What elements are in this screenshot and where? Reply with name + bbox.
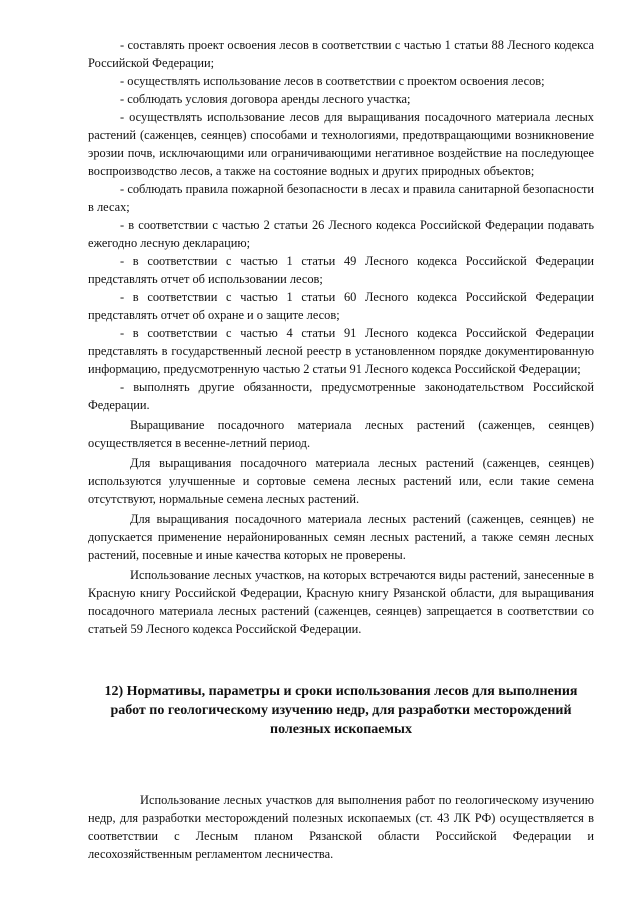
obligation-item: - соблюдать правила пожарной безопасности в лесах и правила санитарной безопасности в лесах;	[88, 182, 594, 214]
body-paragraph: Для выращивания посадочного материала лесных растений (саженцев, сеянцев) используются улучшенные и сортовые семена лесных растений или, если такие семена отсутствуют, нормальные семена лесных растений.	[88, 456, 594, 506]
body-paragraph: Для выращивания посадочного материала лесных растений (саженцев, сеянцев) не допускается применение нерайонированных семян лесных растений, а также семян лесных растений, посевные и иные качества которых не проверены.	[88, 512, 594, 562]
obligation-item: - в соответствии с частью 1 статьи 60 Лесного кодекса Российской Федерации представлять отчет об охране и о защите лесов;	[88, 290, 594, 322]
obligation-item: - осуществлять использование лесов в соответствии с проектом освоения лесов;	[120, 74, 545, 88]
obligation-item: - в соответствии с частью 1 статьи 49 Лесного кодекса Российской Федерации представлять отчет об использовании лесов;	[88, 254, 594, 286]
section-paragraph: Использование лесных участков для выполнения работ по геологическому изучению недр, для разработки месторождений полезных ископаемых (ст. 43 ЛК РФ) осуществляется в соответствии с Лесным планом Рязанской области Российской Федерации и лесохозяйственным регламентом лесничества.	[88, 793, 594, 861]
obligation-item: - выполнять другие обязанности, предусмотренные законодательством Российской Федерации.	[88, 380, 594, 412]
obligation-item: - в соответствии с частью 2 статьи 26 Лесного кодекса Российской Федерации подавать ежегодно лесную декларацию;	[88, 218, 594, 250]
obligation-item: - составлять проект освоения лесов в соответствии с частью 1 статьи 88 Лесного кодекса Российской Федерации;	[88, 38, 594, 70]
body-paragraph: Использование лесных участков, на которых встречаются виды растений, занесенные в Красную книгу Российской Федерации, Красную книгу Рязанской области, для выращивания посадочного материала лесных растений (саженцев, сеянцев) запрещается в соответствии со статьей 59 Лесного кодекса Российской Федерации.	[88, 568, 594, 636]
obligation-item: - соблюдать условия договора аренды лесного участка;	[120, 92, 411, 106]
section-heading: 12) Нормативы, параметры и сроки использования лесов для выполнения работ по геологическому изучению недр, для разработки месторождений полезных ископаемых	[104, 684, 578, 737]
body-paragraph: Выращивание посадочного материала лесных растений (саженцев, сеянцев) осуществляется в весенне-летний период.	[88, 418, 594, 450]
obligation-item: - осуществлять использование лесов для выращивания посадочного материала лесных растений (саженцев, сеянцев) способами и технологиями, предотвращающими возникновение эрозии почв, исключающими или ограничивающими негативное воздействие на последующее воспроизводство лесов, а также на состояние водных и других природных объектов;	[88, 110, 594, 178]
obligation-item: - в соответствии с частью 4 статьи 91 Лесного кодекса Российской Федерации представлять в государственный лесной реестр в установленном порядке документированную информацию, предусмотренную частью 2 статьи 91 Лесного кодекса Российской Федерации;	[88, 326, 594, 376]
